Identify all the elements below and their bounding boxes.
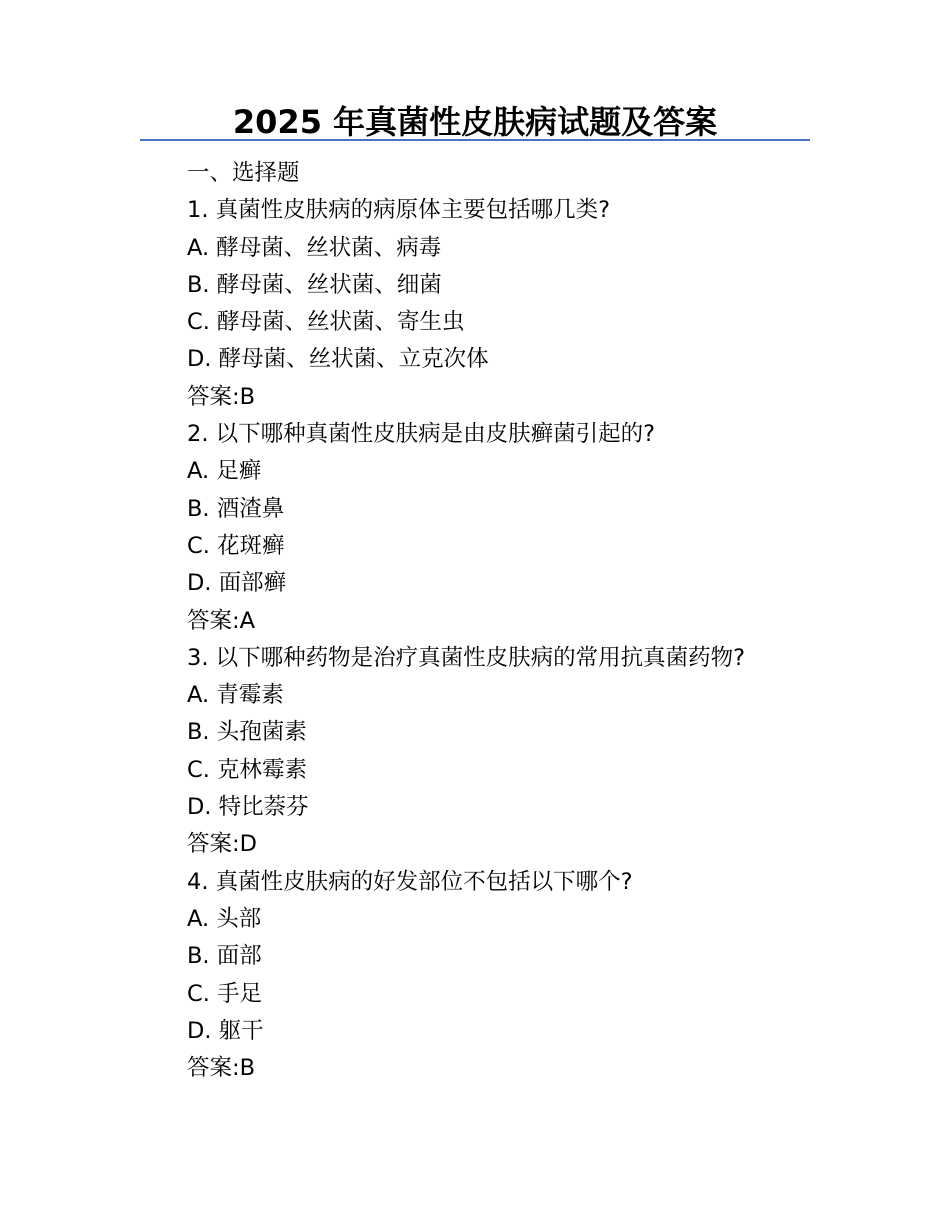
option-b: B. 酵母菌、丝状菌、细菌 <box>187 271 442 298</box>
option-a: A. 头部 <box>187 905 262 932</box>
option-d: D. 酵母菌、丝状菌、立克次体 <box>187 346 489 373</box>
option-d: D. 躯干 <box>187 1017 264 1044</box>
option-b: B. 头孢菌素 <box>187 719 307 746</box>
question-text: 4. 真菌性皮肤病的好发部位不包括以下哪个? <box>187 868 633 895</box>
question-text: 3. 以下哪种药物是治疗真菌性皮肤病的常用抗真菌药物? <box>187 644 746 671</box>
option-c: C. 克林霉素 <box>187 756 308 783</box>
option-c: C. 手足 <box>187 980 263 1007</box>
title-underline <box>140 139 810 141</box>
option-c: C. 花斑癣 <box>187 532 285 559</box>
option-d: D. 面部癣 <box>187 570 287 597</box>
option-c: C. 酵母菌、丝状菌、寄生虫 <box>187 309 465 336</box>
answer-line: 答案:B <box>187 1055 256 1082</box>
answer-line: 答案:B <box>187 383 256 410</box>
section-heading: 一、选择题 <box>187 160 300 186</box>
answer-line: 答案:A <box>187 607 255 634</box>
option-b: B. 酒渣鼻 <box>187 495 285 522</box>
document-body <box>187 155 827 1087</box>
option-b: B. 面部 <box>187 943 262 970</box>
answer-line: 答案:D <box>187 831 257 858</box>
option-a: A. 足癣 <box>187 458 262 485</box>
document-title: 2025 年真菌性皮肤病试题及答案 <box>232 103 718 141</box>
option-d: D. 特比萘芬 <box>187 794 309 821</box>
question-text: 2. 以下哪种真菌性皮肤病是由皮肤癣菌引起的? <box>187 421 656 448</box>
option-a: A. 酵母菌、丝状菌、病毒 <box>187 234 442 261</box>
question-text: 1. 真菌性皮肤病的病原体主要包括哪几类? <box>187 197 611 224</box>
option-a: A. 青霉素 <box>187 682 284 709</box>
